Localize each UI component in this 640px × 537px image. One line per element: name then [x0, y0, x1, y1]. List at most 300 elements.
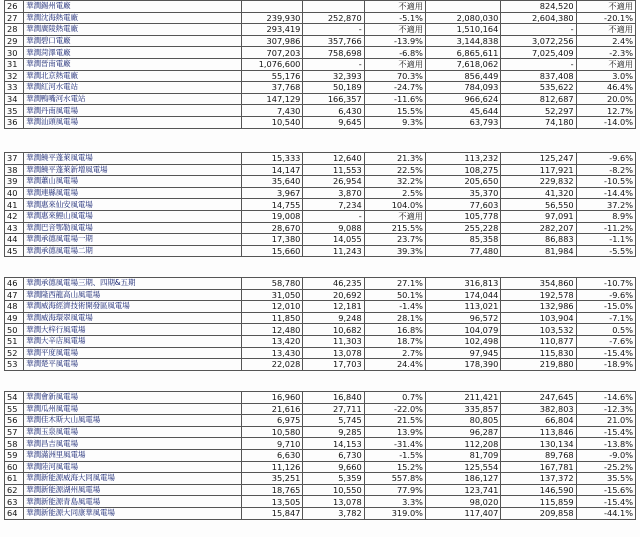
table-row: [5, 210, 636, 222]
value-cell: 13,078: [303, 347, 364, 359]
change-cell: -1.1%: [576, 234, 635, 246]
value-cell: 14,055: [303, 234, 364, 246]
value-cell: 6,430: [303, 105, 364, 117]
row-number: 26: [5, 1, 24, 13]
row-number: 54: [5, 392, 24, 404]
value-cell: 10,682: [303, 324, 364, 336]
change-cell: -2.3%: [576, 47, 635, 59]
station-name: 華潤隆西龍高山風電場: [24, 289, 242, 301]
value-cell: 56,550: [501, 199, 576, 211]
value-cell: -: [501, 24, 576, 36]
row-number: 44: [5, 234, 24, 246]
table-row: [5, 496, 636, 508]
change-cell: 22.5%: [364, 164, 425, 176]
table-row: [5, 278, 636, 290]
value-cell: 11,303: [303, 335, 364, 347]
value-cell: 20,692: [303, 289, 364, 301]
row-number: 33: [5, 82, 24, 94]
value-cell: 66,804: [501, 415, 576, 427]
row-number: 28: [5, 24, 24, 36]
change-cell: -11.2%: [576, 222, 635, 234]
value-cell: 247,645: [501, 392, 576, 404]
row-number: 40: [5, 187, 24, 199]
table-row: [5, 116, 636, 128]
value-cell: 15,333: [242, 153, 303, 165]
value-cell: 178,390: [425, 359, 500, 371]
value-cell: 37,768: [242, 82, 303, 94]
change-cell: 0.7%: [364, 392, 425, 404]
table-row: [5, 153, 636, 165]
value-cell: 9,660: [303, 461, 364, 473]
value-cell: 86,883: [501, 234, 576, 246]
table-row: [5, 312, 636, 324]
value-cell: 239,930: [242, 12, 303, 24]
change-cell: -7.1%: [576, 312, 635, 324]
change-cell: 2.7%: [364, 347, 425, 359]
table-row: [5, 93, 636, 105]
row-number: 39: [5, 176, 24, 188]
value-cell: 21,616: [242, 403, 303, 415]
change-cell: 32.2%: [364, 176, 425, 188]
value-cell: 6,630: [242, 449, 303, 461]
value-cell: 32,393: [303, 70, 364, 82]
value-cell: -: [303, 58, 364, 70]
change-cell: 15.2%: [364, 461, 425, 473]
change-cell: 35.5%: [576, 473, 635, 485]
station-name: 華潤連縣風電場: [24, 187, 242, 199]
value-cell: 46,235: [303, 278, 364, 290]
value-cell: 113,232: [425, 153, 500, 165]
change-cell: 8.9%: [576, 210, 635, 222]
change-cell: -13.8%: [576, 438, 635, 450]
station-name: 華潤碧口電廠: [24, 35, 242, 47]
station-name: 華潤承德風電場三期、四期&五期: [24, 278, 242, 290]
change-cell: -15.6%: [576, 484, 635, 496]
table-row: [5, 461, 636, 473]
value-cell: 81,709: [425, 449, 500, 461]
row-number: 51: [5, 335, 24, 347]
value-cell: -: [303, 24, 364, 36]
row-number: 46: [5, 278, 24, 290]
value-cell: 357,766: [303, 35, 364, 47]
change-cell: -8.2%: [576, 164, 635, 176]
change-cell: -15.4%: [576, 496, 635, 508]
station-name: 華潤大梓行風電場: [24, 324, 242, 336]
table-row: [5, 12, 636, 24]
value-cell: 13,078: [303, 496, 364, 508]
station-name: 華潤昌吉風電場: [24, 438, 242, 450]
table-row: [5, 438, 636, 450]
value-cell: 3,870: [303, 187, 364, 199]
change-cell: 215.5%: [364, 222, 425, 234]
table-row: [5, 105, 636, 117]
value-cell: 229,832: [501, 176, 576, 188]
station-name: 華潤滿洲里風電場: [24, 449, 242, 461]
value-cell: 9,088: [303, 222, 364, 234]
value-cell: 103,532: [501, 324, 576, 336]
value-cell: [303, 1, 364, 13]
station-name: 華潤巴音鄂勒風電場: [24, 222, 242, 234]
change-cell: -10.7%: [576, 278, 635, 290]
value-cell: 6,730: [303, 449, 364, 461]
value-cell: 758,698: [303, 47, 364, 59]
station-name: 華潤錫州電廠: [24, 1, 242, 13]
table-row: [5, 449, 636, 461]
table-row: [5, 47, 636, 59]
value-cell: 16,840: [303, 392, 364, 404]
station-name: 華潤承德風電場一期: [24, 234, 242, 246]
station-name: 華潤玉泉風電場: [24, 426, 242, 438]
value-cell: 113,021: [425, 301, 500, 313]
value-cell: 112,208: [425, 438, 500, 450]
value-cell: 5,359: [303, 473, 364, 485]
change-cell: 不適用: [576, 24, 635, 36]
table-row: [5, 484, 636, 496]
row-number: 29: [5, 35, 24, 47]
value-cell: 7,618,062: [425, 58, 500, 70]
table-row: [5, 324, 636, 336]
value-cell: 77,603: [425, 199, 500, 211]
table-block-4: [4, 391, 636, 520]
value-cell: 205,650: [425, 176, 500, 188]
value-cell: 12,480: [242, 324, 303, 336]
table-row: [5, 426, 636, 438]
value-cell: 19,008: [242, 210, 303, 222]
row-number: 59: [5, 449, 24, 461]
value-cell: 98,020: [425, 496, 500, 508]
value-cell: 74,180: [501, 116, 576, 128]
value-cell: 9,248: [303, 312, 364, 324]
row-number: 35: [5, 105, 24, 117]
table-row: [5, 347, 636, 359]
row-number: 48: [5, 301, 24, 313]
change-cell: 27.1%: [364, 278, 425, 290]
value-cell: 89,768: [501, 449, 576, 461]
row-number: 47: [5, 289, 24, 301]
change-cell: 24.4%: [364, 359, 425, 371]
table-row: [5, 335, 636, 347]
value-cell: 81,984: [501, 245, 576, 257]
row-number: 57: [5, 426, 24, 438]
value-cell: 167,781: [501, 461, 576, 473]
change-cell: -44.1%: [576, 507, 635, 519]
station-name: 華潤沈海熱電廠: [24, 12, 242, 24]
value-cell: 31,050: [242, 289, 303, 301]
row-number: 49: [5, 312, 24, 324]
row-number: 32: [5, 70, 24, 82]
change-cell: 不適用: [364, 1, 425, 13]
change-cell: -24.7%: [364, 82, 425, 94]
change-cell: 0.5%: [576, 324, 635, 336]
station-name: 華潤承德風電場二期: [24, 245, 242, 257]
station-name: 華潤饒平蓬萊新增風電場: [24, 164, 242, 176]
value-cell: 63,793: [425, 116, 500, 128]
row-number: 42: [5, 210, 24, 222]
value-cell: 13,420: [242, 335, 303, 347]
change-cell: -6.8%: [364, 47, 425, 59]
value-cell: 192,578: [501, 289, 576, 301]
value-cell: 3,072,256: [501, 35, 576, 47]
value-cell: 96,572: [425, 312, 500, 324]
table-row: [5, 289, 636, 301]
value-cell: 55,176: [242, 70, 303, 82]
table-row: [5, 164, 636, 176]
change-cell: -1.5%: [364, 449, 425, 461]
change-cell: -9.6%: [576, 153, 635, 165]
change-cell: -13.9%: [364, 35, 425, 47]
row-number: 55: [5, 403, 24, 415]
value-cell: 307,986: [242, 35, 303, 47]
table-row: [5, 234, 636, 246]
table-row: [5, 1, 636, 13]
table-block-3: [4, 277, 636, 371]
value-cell: 52,297: [501, 105, 576, 117]
value-cell: 85,358: [425, 234, 500, 246]
value-cell: 382,803: [501, 403, 576, 415]
change-cell: 9.3%: [364, 116, 425, 128]
value-cell: 17,380: [242, 234, 303, 246]
station-name: 華潤瓜州風電場: [24, 403, 242, 415]
value-cell: 7,025,409: [501, 47, 576, 59]
change-cell: -10.5%: [576, 176, 635, 188]
row-number: 36: [5, 116, 24, 128]
station-name: 華潤廣陵熱電廠: [24, 24, 242, 36]
value-cell: 16,960: [242, 392, 303, 404]
value-cell: 856,449: [425, 70, 500, 82]
value-cell: 117,407: [425, 507, 500, 519]
value-cell: 1,510,164: [425, 24, 500, 36]
value-cell: 2,604,380: [501, 12, 576, 24]
change-cell: 不適用: [364, 58, 425, 70]
change-cell: 46.4%: [576, 82, 635, 94]
change-cell: 12.7%: [576, 105, 635, 117]
value-cell: 28,670: [242, 222, 303, 234]
value-cell: 117,921: [501, 164, 576, 176]
value-cell: 837,408: [501, 70, 576, 82]
station-name: 華潤紅河水電站: [24, 82, 242, 94]
value-cell: 147,129: [242, 93, 303, 105]
row-number: 53: [5, 359, 24, 371]
change-cell: 557.8%: [364, 473, 425, 485]
change-cell: 2.4%: [576, 35, 635, 47]
value-cell: 17,703: [303, 359, 364, 371]
change-cell: -14.0%: [576, 116, 635, 128]
value-cell: 11,243: [303, 245, 364, 257]
row-number: 41: [5, 199, 24, 211]
change-cell: -20.1%: [576, 12, 635, 24]
value-cell: 824,520: [501, 1, 576, 13]
value-cell: 6,865,611: [425, 47, 500, 59]
row-number: 52: [5, 347, 24, 359]
change-cell: 3.0%: [576, 70, 635, 82]
station-name: 華潤佳木斯大山風電場: [24, 415, 242, 427]
station-name: 華潤陸河風電場: [24, 461, 242, 473]
change-cell: 21.3%: [364, 153, 425, 165]
value-cell: 18,765: [242, 484, 303, 496]
value-cell: 255,228: [425, 222, 500, 234]
value-cell: 10,580: [242, 426, 303, 438]
table-row: [5, 245, 636, 257]
value-cell: 123,741: [425, 484, 500, 496]
value-cell: 1,076,600: [242, 58, 303, 70]
value-cell: 9,710: [242, 438, 303, 450]
row-number: 30: [5, 47, 24, 59]
value-cell: 14,153: [303, 438, 364, 450]
station-name: 華潤會新風電場: [24, 392, 242, 404]
row-number: 43: [5, 222, 24, 234]
value-cell: 137,372: [501, 473, 576, 485]
change-cell: -18.9%: [576, 359, 635, 371]
value-cell: 105,778: [425, 210, 500, 222]
station-name: 華潤新能源威海大同風電場: [24, 473, 242, 485]
value-cell: 146,590: [501, 484, 576, 496]
value-cell: 784,093: [425, 82, 500, 94]
value-cell: 9,645: [303, 116, 364, 128]
change-cell: 13.9%: [364, 426, 425, 438]
table-row: [5, 187, 636, 199]
station-name: 華潤威海環翠風電場: [24, 312, 242, 324]
value-cell: 125,554: [425, 461, 500, 473]
station-name: 華潤新能源湖州風電場: [24, 484, 242, 496]
value-cell: 5,745: [303, 415, 364, 427]
row-number: 38: [5, 164, 24, 176]
change-cell: -7.6%: [576, 335, 635, 347]
table-row: [5, 473, 636, 485]
value-cell: 80,805: [425, 415, 500, 427]
row-number: 60: [5, 461, 24, 473]
station-name: 華潤惠來仙安風電場: [24, 199, 242, 211]
change-cell: -22.0%: [364, 403, 425, 415]
value-cell: 3,144,838: [425, 35, 500, 47]
value-cell: 50,189: [303, 82, 364, 94]
value-cell: 9,285: [303, 426, 364, 438]
station-name: 華潤新能源青島風電場: [24, 496, 242, 508]
change-cell: 39.3%: [364, 245, 425, 257]
value-cell: 252,870: [303, 12, 364, 24]
value-cell: 77,480: [425, 245, 500, 257]
value-cell: 219,880: [501, 359, 576, 371]
row-number: 45: [5, 245, 24, 257]
value-cell: 966,624: [425, 93, 500, 105]
value-cell: 132,986: [501, 301, 576, 313]
table-row: [5, 222, 636, 234]
station-name: 華潤平度風電場: [24, 347, 242, 359]
change-cell: 18.7%: [364, 335, 425, 347]
table-row: [5, 392, 636, 404]
value-cell: 211,421: [425, 392, 500, 404]
change-cell: -5.5%: [576, 245, 635, 257]
value-cell: 125,247: [501, 153, 576, 165]
station-name: 華潤大辛店風電場: [24, 335, 242, 347]
change-cell: 3.3%: [364, 496, 425, 508]
change-cell: 319.0%: [364, 507, 425, 519]
change-cell: -25.2%: [576, 461, 635, 473]
row-number: 27: [5, 12, 24, 24]
row-number: 31: [5, 58, 24, 70]
table-row: [5, 58, 636, 70]
value-cell: 14,147: [242, 164, 303, 176]
value-cell: 113,846: [501, 426, 576, 438]
value-cell: 13,505: [242, 496, 303, 508]
table-row: [5, 403, 636, 415]
value-cell: 14,755: [242, 199, 303, 211]
row-number: 61: [5, 473, 24, 485]
change-cell: -31.4%: [364, 438, 425, 450]
change-cell: -11.6%: [364, 93, 425, 105]
row-number: 50: [5, 324, 24, 336]
data-table: [4, 0, 636, 129]
value-cell: 6,975: [242, 415, 303, 427]
change-cell: 21.0%: [576, 415, 635, 427]
station-name: 華潤汕頭風電場: [24, 116, 242, 128]
value-cell: 96,287: [425, 426, 500, 438]
change-cell: 20.0%: [576, 93, 635, 105]
row-number: 37: [5, 153, 24, 165]
change-cell: 16.8%: [364, 324, 425, 336]
row-number: 58: [5, 438, 24, 450]
value-cell: 12,181: [303, 301, 364, 313]
value-cell: 22,028: [242, 359, 303, 371]
value-cell: 108,275: [425, 164, 500, 176]
table-row: [5, 176, 636, 188]
value-cell: [425, 1, 500, 13]
value-cell: 707,203: [242, 47, 303, 59]
station-name: 華潤惠來鯉山風電場: [24, 210, 242, 222]
value-cell: 13,430: [242, 347, 303, 359]
change-cell: -9.6%: [576, 289, 635, 301]
value-cell: 15,660: [242, 245, 303, 257]
station-name: 華潤新能源大同康華風電場: [24, 507, 242, 519]
station-name: 華潤威海經濟技術開發區風電場: [24, 301, 242, 313]
change-cell: 不適用: [576, 1, 635, 13]
change-cell: 77.9%: [364, 484, 425, 496]
table-row: [5, 24, 636, 36]
value-cell: 102,498: [425, 335, 500, 347]
row-number: 62: [5, 484, 24, 496]
table-block-1: [4, 0, 636, 129]
change-cell: 50.1%: [364, 289, 425, 301]
table-row: [5, 359, 636, 371]
value-cell: 10,550: [303, 484, 364, 496]
value-cell: 110,877: [501, 335, 576, 347]
change-cell: -14.6%: [576, 392, 635, 404]
row-number: 34: [5, 93, 24, 105]
value-cell: 354,860: [501, 278, 576, 290]
change-cell: 2.5%: [364, 187, 425, 199]
table-row: [5, 301, 636, 313]
table-row: [5, 199, 636, 211]
change-cell: 不適用: [364, 24, 425, 36]
data-table: [4, 277, 636, 371]
change-cell: 104.0%: [364, 199, 425, 211]
value-cell: 293,419: [242, 24, 303, 36]
data-table: [4, 391, 636, 520]
value-cell: 535,622: [501, 82, 576, 94]
row-number: 64: [5, 507, 24, 519]
value-cell: 7,234: [303, 199, 364, 211]
value-cell: -: [303, 210, 364, 222]
value-cell: 186,127: [425, 473, 500, 485]
value-cell: 12,640: [303, 153, 364, 165]
change-cell: 23.7%: [364, 234, 425, 246]
value-cell: 282,207: [501, 222, 576, 234]
value-cell: 11,126: [242, 461, 303, 473]
change-cell: 37.2%: [576, 199, 635, 211]
value-cell: 174,044: [425, 289, 500, 301]
value-cell: 35,370: [425, 187, 500, 199]
table-row: [5, 35, 636, 47]
change-cell: -1.4%: [364, 301, 425, 313]
